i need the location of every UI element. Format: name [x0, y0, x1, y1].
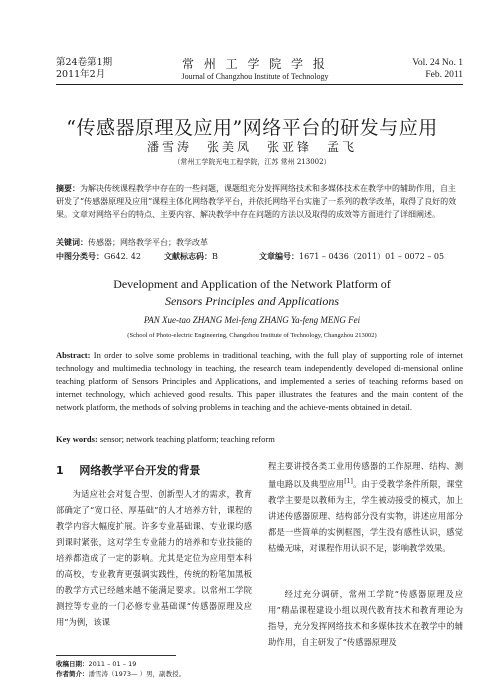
keywords-cn — [56, 236, 463, 249]
footnote-received — [56, 659, 256, 669]
abstract-en — [56, 349, 463, 414]
clc-value: G642. 42 — [104, 252, 141, 261]
keywords-cn-label: 关键词： — [56, 237, 88, 247]
issue-cn: 第24卷第1期 — [56, 57, 113, 68]
vol-en: Vol. 24 No. 1 — [412, 58, 463, 68]
journal-cn: 常 州 工 学 院 学 报 — [182, 57, 328, 71]
doc-label: 文献标志码： — [164, 251, 213, 261]
author-bio: 潘雪涛（1973— ）男，副教授。 — [88, 670, 186, 678]
author-bio-label: 作者简介： — [56, 670, 89, 678]
abstract-cn — [56, 182, 463, 221]
abstract-cn-label: 摘要： — [56, 183, 80, 193]
right-para-1b-text: 。由于受教学条件所限，课堂教学主要是以教师为主，学生被动接受的模式，加上讲述传感器原理、结构部分没有实物，讲述应用部分都是一些简单的实例框图，学生没有感性认识，感觉枯燥无味，对课程作用认识不足，影响教学效果。 — [268, 478, 463, 553]
abstract-en-text: In order to solve some problems in traditional teaching, with the full play of supporting role of internet technology and multimedia technology in teaching, the research team independently developed di-mensional online teaching platform of Sensors Principles and Applications, and implemented a series of teaching reforms based on internet technology, which achieved good results. This paper illustrates the features and the main content of the network platform, the methods of solving problems in teaching and the achieve-ments obtained in detail. — [56, 350, 463, 412]
article-value: 1671 – 0436（2011）01 – 0072 – 05 — [299, 252, 445, 261]
authors-en: PAN Xue-tao ZHANG Mei-feng ZHANG Ya-feng MENG Fei — [143, 315, 361, 325]
affiliation-cn: （常州工学院光电工程学院，江苏 常州 213002） — [173, 158, 331, 166]
footnote-author — [56, 669, 256, 679]
right-col-para-1 — [268, 458, 463, 556]
received-date: 2011 – 01 – 19 — [88, 660, 137, 668]
section-1-title: 网络教学平台开发的背景 — [79, 464, 201, 477]
classification-cn — [56, 250, 463, 263]
clc-label: 中图分类号： — [56, 251, 104, 261]
right-para-1-text: 程主要讲授各类工业用传感器的工作原理、结构、测量电路以及典型应用 — [268, 461, 463, 489]
keywords-en — [56, 433, 463, 446]
doc-value: B — [212, 252, 218, 261]
date-en: Feb. 2011 — [425, 70, 463, 80]
footnote-rule — [56, 655, 176, 656]
title-en-2: Sensors Principles and Applications — [164, 294, 340, 308]
received-label: 收稿日期： — [56, 660, 89, 668]
title-en: Development and Application of the Network Platform of — [113, 277, 391, 291]
keywords-cn-text: 传感器；网络教学平台；教学改革 — [88, 238, 208, 247]
abstract-en-label: Abstract: — [56, 350, 91, 360]
keywords-en-text: sensor; network teaching platform; teaching reform — [97, 434, 275, 444]
citation-1: [1] — [344, 478, 353, 485]
date-cn: 2011年2月 — [56, 69, 106, 80]
issue-info — [56, 57, 112, 81]
journal-block — [150, 55, 360, 81]
abstract-cn-text: 为解决传统课程教学中存在的一些问题，课题组充分发挥网络技术和多媒体技术在教学中的辅助作用，自主研发了“传感器原理及应用”课程主体化网络教学平台，并依托网络平台实施了一系列的教学改革，取得了良好的效果。文章对网络平台的特点、主要内容、解决教学中存在问题的方法以及取得的成效等方面进行了详细阐述。 — [56, 184, 457, 219]
journal-en: Journal of Changzhou Institute of Technology — [181, 72, 329, 81]
keywords-en-label: Key words: — [56, 434, 98, 444]
title-cn: “传感器原理及应用”网络平台的研发与应用 — [66, 117, 438, 139]
footnote — [56, 659, 256, 679]
section-1-heading — [56, 462, 200, 478]
article-label: 文章编号： — [259, 251, 300, 261]
vol-info — [412, 57, 463, 81]
header-rule — [56, 84, 463, 85]
section-1-number: 1 — [56, 464, 64, 477]
authors-cn: 潘雪涛 张美凤 张亚锋 孟飞 — [146, 140, 357, 154]
affiliation-en: (School of Photo-electric Engineering, Changzhou Institute of Technology, Changzhou 213002) — [127, 332, 377, 339]
section-1-para-1: 为适应社会对复合型、创新型人才的需求，教育部确定了“宽口径、厚基础”的人才培养方针，课程的教学内容大幅度扩展。许多专业基础课、专业课均感到课时紧张，这对学生专业能力的培养和专业技能的培养都造成了一定的影响。尤其是定位为应用型本科的高校，专业教育更强调实践性，传统的粉笔加黑板的教学方式已经越来越不能满足要求。以常州工学院测控等专业的一门必修专业基础课“传感器原理及应用”为例，该课 — [56, 489, 252, 627]
right-col-para-2: 经过充分调研，常州工学院“传感器原理及应用”精品课程建设小组以现代教育技术和教育理论为指导，充分发挥网络技术和多媒体技术在教学中的辅助作用，自主研发了“传感器原理及 — [268, 589, 463, 647]
